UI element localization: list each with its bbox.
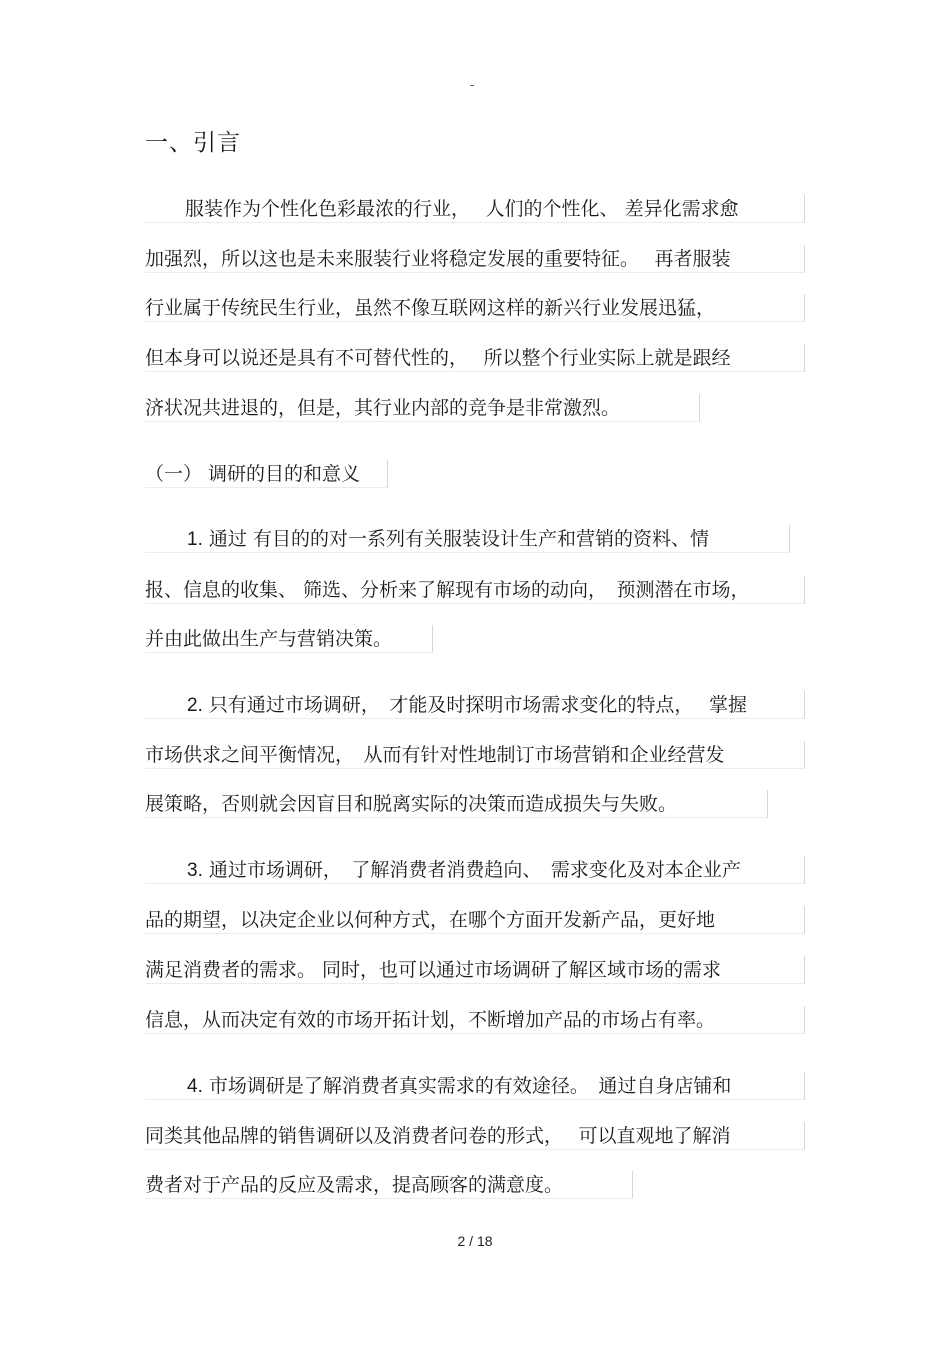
item-1-line-3: 并由此做出生产与营销决策。: [145, 625, 433, 653]
item-4-line-3: 费者对于产品的反应及需求，提高顾客的满意度。: [145, 1171, 633, 1199]
item-1-line-2: 报、信息的收集、 筛选、分析来了解现有市场的动向， 预测潜在市场，: [145, 576, 805, 604]
item-3-text: 通过市场调研， 了解消费者消费趋向、 需求变化及对本企业产: [208, 859, 741, 881]
item-2-number: 2.: [187, 695, 203, 716]
item-2-line-1: [145, 691, 805, 719]
item-3-line-4: 信息，从而决定有效的市场开拓计划，不断增加产品的市场占有率。: [145, 1006, 805, 1034]
item-4-line-2: 同类其他品牌的销售调研以及消费者问卷的形式， 可以直观地了解消: [145, 1122, 805, 1150]
intro-line-5: 济状况共进退的，但是，其行业内部的竞争是非常激烈。: [145, 394, 700, 422]
item-3-line-1: [145, 856, 805, 884]
intro-line-2: 加强烈，所以这也是未来服装行业将稳定发展的重要特征。 再者服装: [145, 245, 805, 273]
page-number: 2 / 18: [457, 1233, 493, 1249]
item-4-text: 市场调研是了解消费者真实需求的有效途径。 通过自身店铺和: [208, 1075, 732, 1097]
item-3-line-3: 满足消费者的需求。 同时，也可以通过市场调研了解区域市场的需求: [145, 956, 805, 984]
item-4-number: 4.: [187, 1076, 203, 1097]
item-1-line-1: [145, 525, 790, 553]
item-3-line-2: 品的期望，以决定企业以何种方式，在哪个方面开发新产品，更好地: [145, 906, 805, 934]
item-4-line-1: [145, 1072, 805, 1100]
subsection-heading: （一） 调研的目的和意义: [145, 460, 388, 488]
item-2-line-2: 市场供求之间平衡情况， 从而有针对性地制订市场营销和企业经营发: [145, 741, 805, 769]
item-2-line-3: 展策略，否则就会因盲目和脱离实际的决策而造成损失与失败。: [145, 790, 768, 818]
intro-line-4: 但本身可以说还是具有不可替代性的， 所以整个行业实际上就是跟经: [145, 344, 805, 372]
item-1-text: 通过 有目的的对一系列有关服装设计生产和营销的资料、情: [208, 528, 709, 550]
item-2-text: 只有通过市场调研， 才能及时探明市场需求变化的特点， 掌握: [208, 694, 747, 716]
intro-line-1: 服装作为个性化色彩最浓的行业， 人们的个性化、 差异化需求愈: [145, 195, 805, 223]
item-1-number: 1.: [187, 529, 203, 550]
item-3-number: 3.: [187, 860, 203, 881]
header-mark: -: [470, 78, 475, 92]
section-heading: 一、引言: [145, 130, 241, 156]
intro-line-3: 行业属于传统民生行业，虽然不像互联网这样的新兴行业发展迅猛，: [145, 294, 805, 322]
